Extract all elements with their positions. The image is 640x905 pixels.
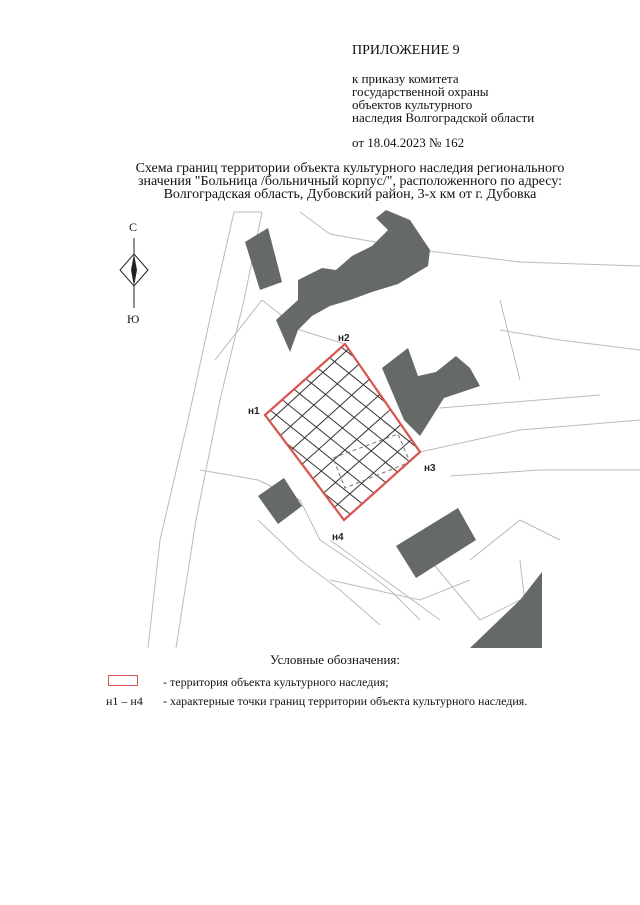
- order-line: объектов культурного: [352, 97, 473, 112]
- inner-building-outline: [333, 434, 410, 488]
- appendix-title: ПРИЛОЖЕНИЕ 9: [352, 43, 460, 58]
- point-label-n4: н4: [332, 532, 344, 543]
- building: [258, 478, 302, 524]
- scheme-title-line: значения "Больница /больничный корпус/", расположенного по адресу:: [137, 174, 563, 189]
- north-arrow-icon: [120, 238, 148, 308]
- point-label-n2: н2: [338, 333, 350, 344]
- legend-points-key: н1 – н4: [106, 694, 143, 708]
- order-line: к приказу комитета: [352, 71, 459, 86]
- scheme-title-line: Волгоградская область, Дубовский район, 3-х км от г. Дубовка: [163, 187, 537, 202]
- legend-points-label: - характерные точки границ территории объекта культурного наследия.: [163, 694, 528, 708]
- point-label-n3: н3: [424, 463, 436, 474]
- territory-legend-swatch: [108, 675, 138, 686]
- building: [276, 210, 430, 352]
- order-line: наследия Волгоградской области: [352, 110, 535, 125]
- point-label-n1: н1: [248, 406, 260, 417]
- building: [245, 228, 282, 290]
- order-date: от 18.04.2023 № 162: [352, 135, 465, 150]
- legend-territory-label: - территория объекта культурного наследия;: [163, 675, 389, 689]
- compass-north-label: С: [129, 220, 138, 234]
- compass-south-label: Ю: [127, 312, 140, 326]
- building: [470, 572, 542, 648]
- building: [382, 348, 480, 436]
- order-line: государственной охраны: [352, 84, 489, 99]
- scheme-title-line: Схема границ территории объекта культурного наследия регионального: [135, 161, 565, 176]
- legend-title: Условные обозначения:: [270, 652, 401, 667]
